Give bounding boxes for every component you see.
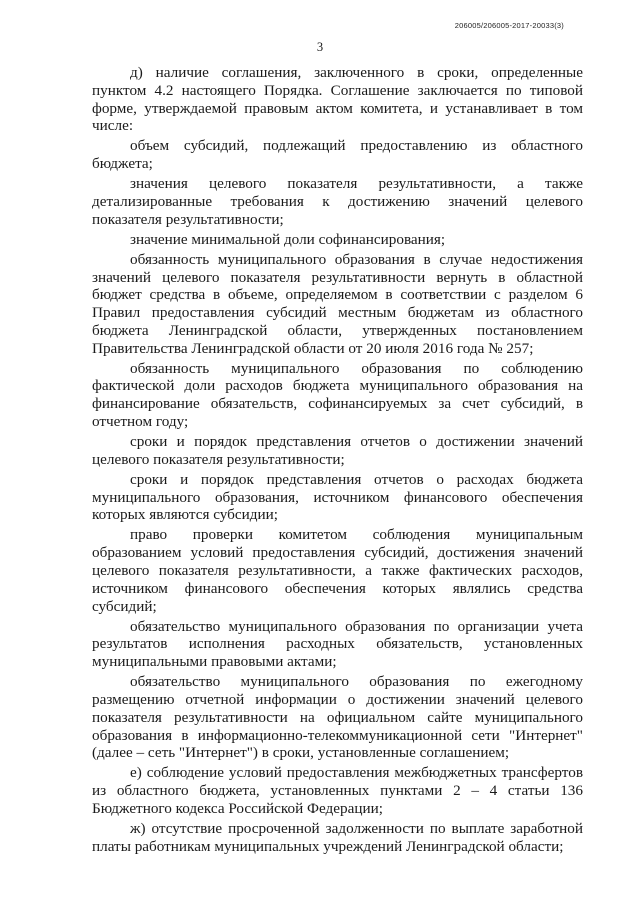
paragraph-report-results: сроки и порядок представления отчетов о достижении значений целевого показателя результативности; xyxy=(92,433,583,468)
page-number: 3 xyxy=(316,40,324,54)
paragraph-inspection-right: право проверки комитетом соблюдения муниципальным образованием условий предоставления субсидий, достижения значений целевого показателя результативности, а также фактических расходов, источником финансового обеспечения которых являлись средства субсидий; xyxy=(92,526,583,615)
paragraph-report-expenses: сроки и порядок представления отчетов о расходах бюджета муниципального образования, источником финансового обеспечения которых являются субсидии; xyxy=(92,470,583,524)
paragraph-publication: обязательство муниципального образования по ежегодному размещению отчетной информации о достижении значений целевого показателя результативности на официальном сайте муниципального образования в информационно-телекоммуникационной сети "Интернет" (далее – сеть "Интернет") в сроки, установленные соглашением; xyxy=(92,673,583,762)
paragraph-target-indicator: значения целевого показателя результативности, а также детализированные требования к достижению значений целевого показателя результативности; xyxy=(92,175,583,228)
document-body xyxy=(92,64,583,856)
paragraph-subsidy-volume: объем субсидий, подлежащий предоставлению из областного бюджета; xyxy=(92,137,583,173)
document-id: 206005/206005-2017-20033(3) xyxy=(454,21,564,30)
paragraph-item-d: д) наличие соглашения, заключенного в сроки, определенные пунктом 4.2 настоящего Порядка. Соглашение заключается по типовой форме, утверждаемой правовым актом комитета, и устанавливает в том числе: xyxy=(92,64,583,135)
paragraph-item-zh: ж) отсутствие просроченной задолженности по выплате заработной платы работникам муниципальных учреждений Ленинградской области; xyxy=(92,819,583,855)
paragraph-return-obligation: обязанность муниципального образования в случае недостижения значений целевого показателя результативности вернуть в областной бюджет средства в объеме, определяемом в соответствии с разделом 6 Правил предоставления субсидий местным бюджетам из областного бюджета Ленинградской области, утвержденных постановлением Правительства Ленинградской области от 20 июля 2016 года № 257; xyxy=(92,250,583,357)
paragraph-actual-share: обязанность муниципального образования по соблюдению фактической доли расходов бюджета муниципального образования на финансирование обязательств, софинансируемых за счет субсидий, в отчетном году; xyxy=(92,359,583,431)
paragraph-item-e: е) соблюдение условий предоставления межбюджетных трансфертов из областного бюджета, установленных пунктами 2 – 4 статьи 136 Бюджетного кодекса Российской Федерации; xyxy=(92,764,583,817)
paragraph-min-cofinancing: значение минимальной доли софинансирования; xyxy=(130,230,446,248)
paragraph-accounting: обязательство муниципального образования по организации учета результатов исполнения расходных обязательств, установленных муниципальными правовыми актами; xyxy=(92,617,583,671)
